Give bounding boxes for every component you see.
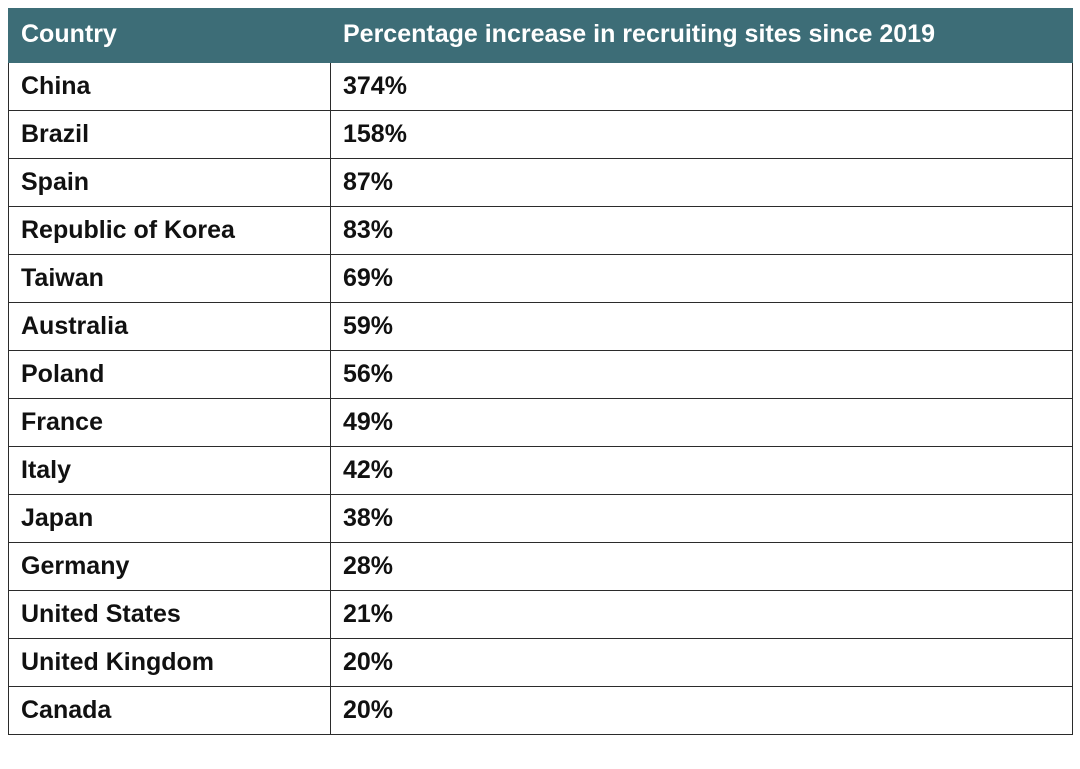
cell-country: Poland bbox=[9, 351, 331, 399]
cell-country: United States bbox=[9, 591, 331, 639]
cell-country: China bbox=[9, 63, 331, 111]
cell-country: Taiwan bbox=[9, 255, 331, 303]
cell-country: Republic of Korea bbox=[9, 207, 331, 255]
cell-country: Japan bbox=[9, 495, 331, 543]
cell-percentage: 87% bbox=[331, 159, 1073, 207]
table-row bbox=[9, 399, 1073, 447]
cell-percentage: 158% bbox=[331, 111, 1073, 159]
cell-percentage: 28% bbox=[331, 543, 1073, 591]
cell-percentage: 56% bbox=[331, 351, 1073, 399]
table-header bbox=[9, 9, 1073, 63]
cell-percentage: 69% bbox=[331, 255, 1073, 303]
table-row bbox=[9, 591, 1073, 639]
cell-percentage: 42% bbox=[331, 447, 1073, 495]
cell-percentage: 20% bbox=[331, 639, 1073, 687]
cell-percentage: 38% bbox=[331, 495, 1073, 543]
table-row bbox=[9, 495, 1073, 543]
cell-country: France bbox=[9, 399, 331, 447]
table-row bbox=[9, 207, 1073, 255]
table-row bbox=[9, 543, 1073, 591]
cell-percentage: 21% bbox=[331, 591, 1073, 639]
table-row bbox=[9, 255, 1073, 303]
cell-percentage: 59% bbox=[331, 303, 1073, 351]
cell-country: Canada bbox=[9, 687, 331, 735]
table-row bbox=[9, 447, 1073, 495]
table-row bbox=[9, 111, 1073, 159]
column-header-percentage: Percentage increase in recruiting sites since 2019 bbox=[331, 9, 1073, 63]
table-row bbox=[9, 639, 1073, 687]
table-body bbox=[9, 63, 1073, 735]
cell-percentage: 83% bbox=[331, 207, 1073, 255]
cell-country: Brazil bbox=[9, 111, 331, 159]
column-header-country: Country bbox=[9, 9, 331, 63]
table-row bbox=[9, 159, 1073, 207]
cell-percentage: 49% bbox=[331, 399, 1073, 447]
cell-country: Germany bbox=[9, 543, 331, 591]
cell-country: Spain bbox=[9, 159, 331, 207]
cell-country: Italy bbox=[9, 447, 331, 495]
cell-percentage: 374% bbox=[331, 63, 1073, 111]
cell-country: Australia bbox=[9, 303, 331, 351]
table-row bbox=[9, 687, 1073, 735]
recruiting-sites-table bbox=[8, 8, 1073, 735]
table-row bbox=[9, 303, 1073, 351]
table-row bbox=[9, 63, 1073, 111]
cell-percentage: 20% bbox=[331, 687, 1073, 735]
table-header-row bbox=[9, 9, 1073, 63]
cell-country: United Kingdom bbox=[9, 639, 331, 687]
table-row bbox=[9, 351, 1073, 399]
